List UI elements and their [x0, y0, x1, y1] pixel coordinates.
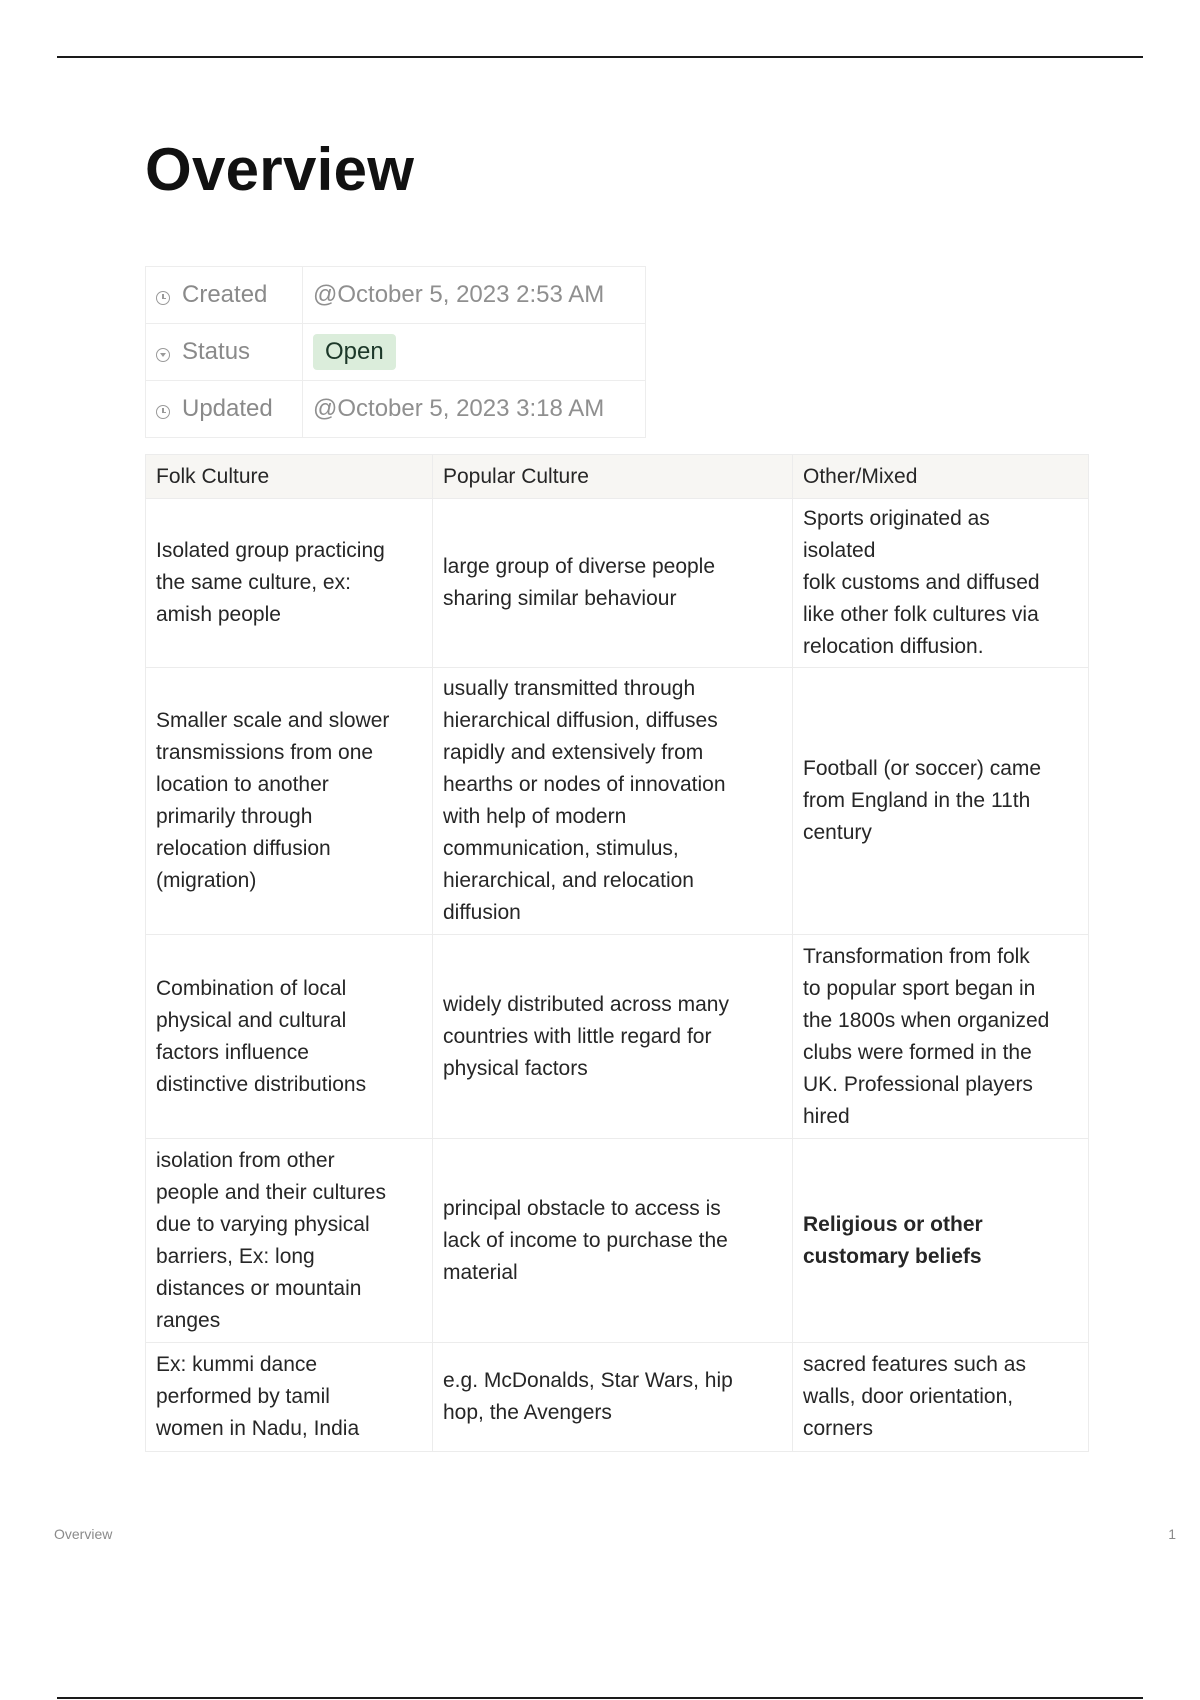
table-cell: widely distributed across many countries with little regard for physical factors	[433, 935, 793, 1139]
table-row	[146, 935, 1089, 1139]
table-cell: Ex: kummi dance performed by tamil women in Nadu, India	[146, 1343, 433, 1452]
property-name-status: Status	[182, 338, 251, 365]
property-name-updated: Updated	[182, 395, 273, 422]
clock-icon	[156, 291, 170, 305]
table-cell: Transformation from folk to popular sport began in the 1800s when organized clubs were formed in the UK. Professional players hired	[793, 935, 1089, 1139]
table-row	[146, 1139, 1089, 1343]
table-cell: Isolated group practicing the same culture, ex: amish people	[146, 499, 433, 668]
table-cell: large group of diverse people sharing similar behaviour	[433, 499, 793, 668]
column-header-other-mixed: Other/Mixed	[793, 455, 1089, 499]
column-header-folk-culture: Folk Culture	[146, 455, 433, 499]
property-name-cell	[146, 381, 303, 438]
column-header-popular-culture: Popular Culture	[433, 455, 793, 499]
table-cell: Sports originated as isolated folk customs and diffused like other folk cultures via relocation diffusion.	[793, 499, 1089, 668]
property-row-status	[146, 324, 646, 381]
table-cell: usually transmitted through hierarchical diffusion, diffuses rapidly and extensively from hearths or nodes of innovation with help of modern communication, stimulus, hierarchical, and relocation diffusion	[433, 668, 793, 935]
property-name-cell	[146, 324, 303, 381]
property-name-cell	[146, 267, 303, 324]
table-row	[146, 1343, 1089, 1452]
top-rule	[57, 56, 1143, 58]
table-cell: isolation from other people and their cultures due to varying physical barriers, Ex: long distances or mountain ranges	[146, 1139, 433, 1343]
page-title: Overview	[145, 136, 415, 203]
table-row	[146, 668, 1089, 935]
footer-document-label: Overview	[54, 1526, 113, 1542]
properties-table	[145, 266, 646, 438]
status-badge[interactable]: Open	[313, 334, 396, 370]
table-cell: sacred features such as walls, door orientation, corners	[793, 1343, 1089, 1452]
property-value-updated: @October 5, 2023 3:18 AM	[303, 381, 646, 438]
table-cell: Smaller scale and slower transmissions from one location to another primarily through relocation diffusion (migration)	[146, 668, 433, 935]
table-cell: principal obstacle to access is lack of income to purchase the material	[433, 1139, 793, 1343]
table-cell: Football (or soccer) came from England in the 11th century	[793, 668, 1089, 935]
comparison-table	[145, 454, 1089, 1452]
table-row	[146, 499, 1089, 668]
table-cell: e.g. McDonalds, Star Wars, hip hop, the Avengers	[433, 1343, 793, 1452]
property-value-status-cell[interactable]	[303, 324, 646, 381]
table-cell: Combination of local physical and cultural factors influence distinctive distributions	[146, 935, 433, 1139]
table-header-row	[146, 455, 1089, 499]
status-icon	[156, 348, 170, 362]
property-value-created: @October 5, 2023 2:53 AM	[303, 267, 646, 324]
property-row-created	[146, 267, 646, 324]
property-name-created: Created	[182, 281, 268, 308]
property-row-updated	[146, 381, 646, 438]
table-cell-bold: Religious or other customary beliefs	[793, 1139, 1089, 1343]
clock-icon	[156, 405, 170, 419]
bottom-rule	[57, 1697, 1143, 1699]
footer-page-number: 1	[1168, 1526, 1176, 1542]
